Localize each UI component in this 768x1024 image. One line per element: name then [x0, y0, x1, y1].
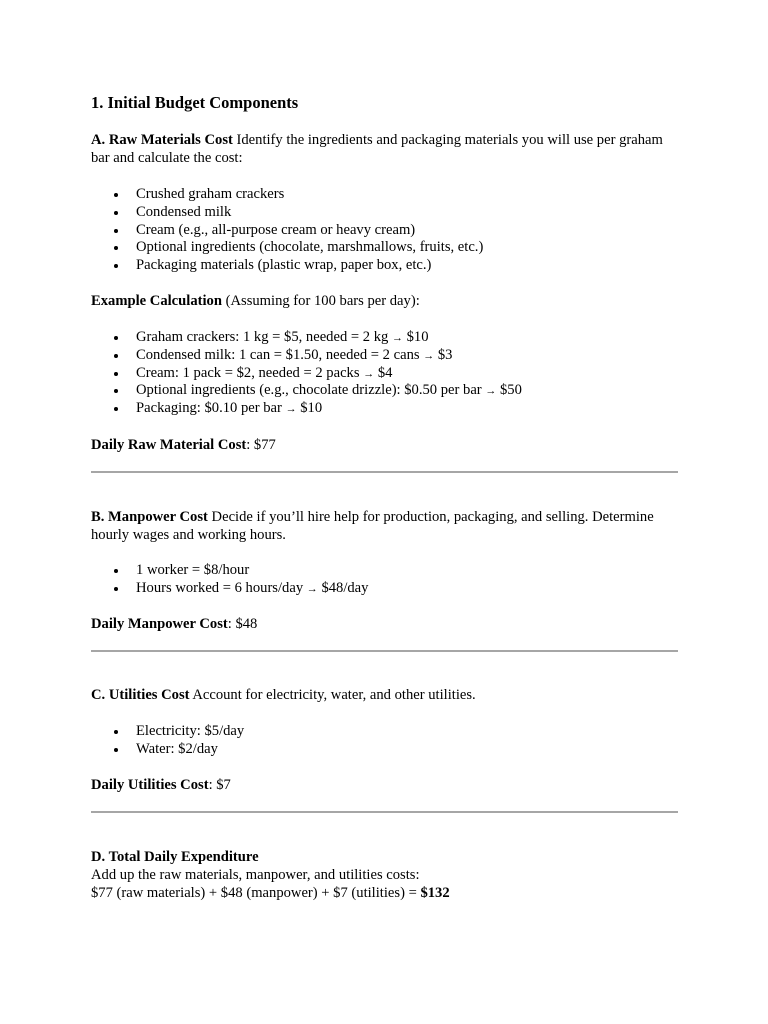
- example-calculation-note: (Assuming for 100 bars per day):: [225, 293, 420, 309]
- manpower-list: [91, 561, 679, 597]
- manpower-total-label: Daily Manpower Cost: [91, 616, 228, 632]
- calculation-list: [91, 328, 679, 417]
- raw-materials-intro: [91, 131, 679, 167]
- manpower-description: Decide if you’ll hire help for production, packaging, and selling. Determine hourly wages and working hours.: [91, 509, 654, 543]
- manpower-intro: [91, 508, 679, 544]
- utilities-total-label: Daily Utilities Cost: [91, 777, 209, 793]
- utilities-list: [91, 722, 679, 758]
- total-expenditure-title: D. Total Daily Expenditure: [91, 849, 259, 865]
- section-divider: [91, 471, 678, 473]
- list-item: Hours worked = 6 hours/day → $48/day: [91, 579, 679, 597]
- arrow-icon: →: [285, 403, 297, 416]
- total-expenditure-description: Add up the raw materials, manpower, and utilities costs:: [91, 867, 420, 883]
- utilities-description: Account for electricity, water, and other utilities.: [192, 687, 476, 703]
- utilities-total-value: : $7: [208, 777, 231, 793]
- section-heading: 1. Initial Budget Components: [91, 93, 299, 112]
- arrow-icon: →: [306, 582, 318, 595]
- total-expenditure-result: $132: [420, 885, 450, 901]
- total-expenditure-formula: $77 (raw materials) + $48 (manpower) + $7 (utilities) =: [91, 885, 421, 901]
- list-item: Graham crackers: 1 kg = $5, needed = 2 kg → $10: [91, 328, 679, 346]
- arrow-icon: →: [363, 367, 375, 380]
- list-item: Optional ingredients (chocolate, marshmallows, fruits, etc.): [91, 238, 679, 256]
- list-item: 1 worker = $8/hour: [91, 561, 679, 579]
- manpower-total-value: : $48: [227, 616, 258, 632]
- list-item: Packaging materials (plastic wrap, paper box, etc.): [91, 256, 679, 274]
- list-item: Water: $2/day: [91, 740, 679, 758]
- arrow-icon: →: [485, 385, 497, 398]
- arrow-icon: →: [391, 332, 403, 344]
- example-calculation-title: Example Calculation: [91, 293, 222, 309]
- arrow-icon: →: [423, 349, 435, 362]
- list-item: Cream (e.g., all-purpose cream or heavy cream): [91, 221, 679, 239]
- raw-materials-title: A. Raw Materials Cost: [91, 132, 233, 148]
- list-item: Optional ingredients (e.g., chocolate drizzle): $0.50 per bar → $50: [91, 381, 679, 399]
- raw-materials-total: [91, 436, 679, 454]
- list-item: Condensed milk: 1 can = $1.50, needed = 2 cans → $3: [91, 346, 679, 364]
- manpower-title: B. Manpower Cost: [91, 509, 208, 525]
- list-item: Packaging: $0.10 per bar → $10: [91, 399, 679, 417]
- section-divider: [91, 650, 678, 652]
- section-divider: [91, 811, 678, 813]
- manpower-total: [91, 615, 679, 633]
- utilities-total: [91, 776, 679, 794]
- example-calculation-line: [91, 292, 679, 310]
- utilities-intro: [91, 686, 679, 704]
- raw-materials-description: Identify the ingredients and packaging materials you will use per graham bar and calculate the cost:: [91, 132, 663, 166]
- ingredient-list: [91, 185, 679, 274]
- raw-total-value: : $77: [246, 437, 276, 453]
- raw-total-label: Daily Raw Material Cost: [91, 437, 247, 453]
- list-item: Condensed milk: [91, 203, 679, 221]
- total-expenditure-block: [91, 848, 679, 902]
- utilities-title: C. Utilities Cost: [91, 687, 190, 703]
- list-item: Cream: 1 pack = $2, needed = 2 packs → $4: [91, 364, 679, 382]
- list-item: Crushed graham crackers: [91, 185, 679, 203]
- list-item: Electricity: $5/day: [91, 722, 679, 740]
